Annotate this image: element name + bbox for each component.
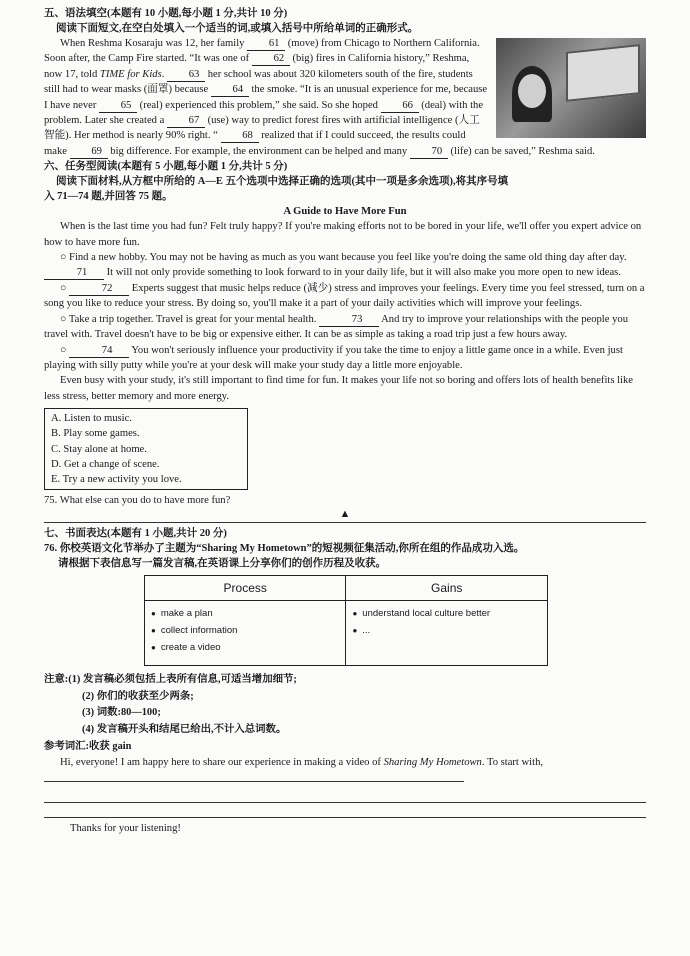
notes-label: 注意: bbox=[44, 674, 69, 686]
note-4: (4) 发言稿开头和结尾已给出,不计入总词数。 bbox=[82, 723, 287, 735]
passage-title: A Guide to Have More Fun bbox=[283, 206, 407, 218]
answer-line-75[interactable] bbox=[44, 522, 646, 523]
section-6-instruction-2: 入 71—74 题,并回答 75 题。 bbox=[44, 191, 173, 203]
cloze-passage: When Reshma Kosaraju was 12, her family 61 (move) from Chicago to Northern California. Soon after, the Camp Fire started. “It was one of 62 (big) fires in California history,” Reshma, now 17, told TIME for Kids. 63 her school was about 320 kilometers south of the fire, students still had to wear masks (面罩) because 64 the smoke. “It is an unusual experience for me, because I have never 65 (real) experienced this problem,” she said. So she hoped 66 (deal) with the problem. Later she created a 67 (use) way to predict forest fires with artificial intelligence (人工智能). Her method is nearly 90% right. “ 68 realized that if I could succeed, the results could make 69 big difference. For example, the environment can be helped and many 70 (life) can be saved,” Reshma said. bbox=[44, 36, 646, 159]
blank-70[interactable]: 70 bbox=[410, 145, 448, 159]
note-2: (2) 你们的收获至少两条; bbox=[82, 690, 194, 702]
process-cell bbox=[145, 601, 346, 666]
process-item: ● collect information bbox=[151, 622, 339, 639]
blank-66[interactable]: 66 bbox=[381, 99, 419, 113]
blank-61[interactable]: 61 bbox=[247, 37, 285, 51]
blank-64[interactable]: 64 bbox=[211, 83, 249, 97]
blank-72[interactable]: 72 bbox=[69, 282, 129, 296]
question-76-line-1: 76. 你校英语文化节举办了主题为“Sharing My Hometown”的短视频征集活动,你所在组的作品成功入选。 bbox=[44, 543, 525, 555]
blank-67[interactable]: 67 bbox=[167, 114, 205, 128]
paragraph-hobby: ○ Find a new hobby. You may not be having as much as you want because you feel like you're doing the same old thing day after day. 71 It will not only provide something to look forward to in your daily life, but it will also make you more open to new ideas. bbox=[44, 250, 646, 281]
option-b: B. Play some games. bbox=[51, 428, 140, 440]
gains-item: ● ... bbox=[352, 622, 541, 639]
section-5-heading: 五、语法填空(本题有 10 小题,每小题 1 分,共计 10 分) bbox=[44, 8, 288, 19]
writing-line[interactable] bbox=[44, 788, 646, 803]
note-3: (3) 词数:80—100; bbox=[82, 707, 161, 719]
vocab-hint: 参考词汇:收获 gain bbox=[44, 740, 132, 752]
blank-63[interactable]: 63 bbox=[167, 68, 205, 82]
blank-69[interactable]: 69 bbox=[70, 145, 108, 159]
blank-68[interactable]: 68 bbox=[221, 129, 259, 143]
section-6-instruction-1: 阅读下面材料,从方框中所给的 A—E 五个选项中选择正确的选项(其中一项是多余选项),将其序号填 bbox=[56, 176, 509, 188]
notes bbox=[44, 672, 646, 755]
reshma-photo bbox=[496, 38, 646, 138]
section-5-instruction: 阅读下面短文,在空白处填入一个适当的词,或填入括号中所给单词的正确形式。 bbox=[56, 23, 419, 34]
blank-62[interactable]: 62 bbox=[252, 52, 290, 66]
gains-cell bbox=[346, 601, 548, 666]
speech-opening: Hi, everyone! I am happy here to share our experience in making a video of Sharing My Hometown. To start with, bbox=[44, 755, 646, 788]
option-d: D. Get a change of scene. bbox=[51, 458, 160, 470]
paragraph-music: ○ 72 Experts suggest that music helps reduce (减少) stress and improves your feelings. Every time you feel stressed, turn on a song you like to reduce your stress. By doing so, you'll make it a part of your daily activities which will improve your feelings. bbox=[44, 282, 645, 310]
table-header-gains: Gains bbox=[346, 576, 548, 601]
closing-paragraph: Even busy with your study, it's still important to find time for fun. It makes your life not so boring and offers lots of health benefits like less stress, better memory and more energy. bbox=[44, 375, 633, 402]
blank-71[interactable]: 71 bbox=[44, 266, 104, 280]
writing-line[interactable] bbox=[44, 803, 646, 818]
question-76-line-2: 请根据下表信息写一篇发言稿,在英语课上分享你们的创作历程及收获。 bbox=[58, 558, 387, 570]
section-6-heading: 六、任务型阅读(本题有 5 小题,每小题 1 分,共计 5 分) bbox=[44, 161, 288, 173]
process-gains-table bbox=[144, 575, 548, 666]
intro-paragraph: When is the last time you had fun? Felt truly happy? If you're making efforts not to be bored in your life, we'll offer you expert advice on how to have more fun. bbox=[44, 221, 642, 248]
blank-73[interactable]: 73 bbox=[319, 313, 379, 327]
gains-item: ● understand local culture better bbox=[352, 605, 541, 622]
options-box bbox=[44, 408, 248, 490]
process-item: ● make a plan bbox=[151, 605, 339, 622]
option-c: C. Stay alone at home. bbox=[51, 443, 147, 455]
blank-74[interactable]: 74 bbox=[69, 344, 129, 358]
option-e: E. Try a new activity you love. bbox=[51, 473, 182, 485]
triangle-marker-icon: ▲ bbox=[339, 508, 351, 521]
speech-ending: Thanks for your listening! bbox=[70, 823, 181, 835]
laptop-screen bbox=[566, 44, 640, 102]
writing-line[interactable] bbox=[44, 771, 464, 782]
question-75: 75. What else can you do to have more fun? bbox=[44, 495, 231, 507]
paragraph-trip: ○ Take a trip together. Travel is great for your mental health. 73 And try to improve your relationships with the people you travel with. Travel doesn't have to be big or expensive either. It can be as simple as taking a road trip just a few hours away. bbox=[44, 313, 628, 341]
table-header-process: Process bbox=[145, 576, 346, 601]
reading-passage bbox=[44, 219, 646, 404]
section-7-heading: 七、书面表达(本题有 1 小题,共计 20 分) bbox=[44, 528, 227, 540]
process-item: ● create a video bbox=[151, 639, 339, 656]
note-1: (1) 发言稿必须包括上表所有信息,可适当增加细节; bbox=[68, 674, 297, 686]
paragraph-game: ○ 74 You won't seriously influence your productivity if you take the time to enjoy a little game once in a while. Even just playing with silly putty while you're at your desk will make your study day a little more enjoyable. bbox=[44, 344, 623, 371]
blank-65[interactable]: 65 bbox=[99, 99, 137, 113]
option-a: A. Listen to music. bbox=[51, 413, 132, 425]
writing-area bbox=[44, 755, 646, 837]
